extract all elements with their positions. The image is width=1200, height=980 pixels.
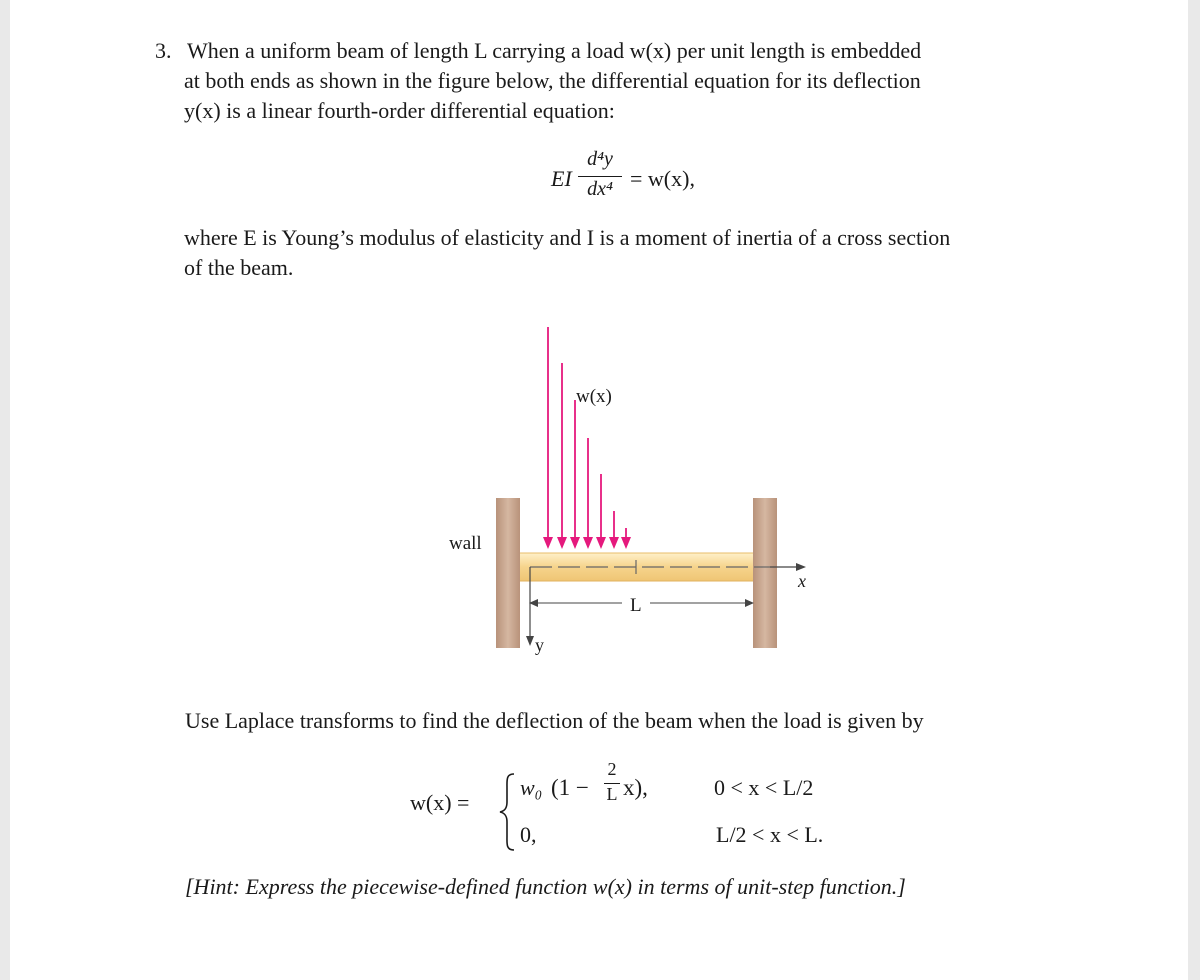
load-arrow-2-head xyxy=(557,537,567,549)
wall-label: wall xyxy=(449,533,482,554)
beam-figure xyxy=(10,0,1188,980)
intro-line-1: When a uniform beam of length L carrying a load w(x) per unit length is embedded xyxy=(187,38,922,63)
case1-frac-denominator: L xyxy=(606,784,618,804)
y-axis-label: y xyxy=(535,635,544,655)
x-axis-label: x xyxy=(798,571,806,591)
case1-left-paren: (1 − xyxy=(551,775,589,800)
case1-coefficient: w₀ xyxy=(520,775,543,800)
dimension-right-arrow xyxy=(745,599,754,607)
load-arrow-6-head xyxy=(609,537,619,549)
piecewise-brace xyxy=(498,772,518,852)
load-arrows xyxy=(543,327,631,549)
y-axis-arrow xyxy=(526,636,534,646)
where-line-1: where E is Young’s modulus of elasticity and I is a moment of inertia of a cross section xyxy=(184,225,951,250)
equation-rhs: = w(x), xyxy=(630,166,695,191)
load-arrow-5-head xyxy=(596,537,606,549)
hint: [Hint: Express the piecewise-defined function w(x) in terms of unit-step function.] xyxy=(185,874,906,899)
task-statement: Use Laplace transforms to find the deflection of the beam when the load is given by xyxy=(185,708,924,733)
case2-value: 0, xyxy=(520,822,537,847)
load-label: w(x) xyxy=(576,386,612,407)
equation-coefficient: EI xyxy=(551,166,572,191)
case1-condition: 0 < x < L/2 xyxy=(714,775,814,800)
x-axis-arrow xyxy=(796,563,806,571)
case1-right-paren: x), xyxy=(623,775,648,800)
equation-numerator: d⁴y xyxy=(587,148,613,170)
case1-frac-numerator: 2 xyxy=(607,759,617,779)
where-line-2: of the beam. xyxy=(184,255,294,280)
length-label: L xyxy=(630,595,642,616)
load-arrow-3-head xyxy=(570,537,580,549)
case2-condition: L/2 < x < L. xyxy=(716,822,824,847)
problem-number: 3. xyxy=(155,38,172,63)
left-wall xyxy=(496,498,520,648)
piecewise-lhs: w(x) = xyxy=(410,790,470,815)
right-wall xyxy=(753,498,777,648)
page xyxy=(10,0,1188,980)
load-arrow-7-head xyxy=(621,537,631,549)
intro-line-2: at both ends as shown in the figure below, the differential equation for its deflection xyxy=(184,68,921,93)
load-arrow-4-head xyxy=(583,537,593,549)
equation-denominator: dx⁴ xyxy=(587,178,613,200)
load-arrow-1-head xyxy=(543,537,553,549)
intro-line-3: y(x) is a linear fourth-order differential equation: xyxy=(184,98,615,123)
